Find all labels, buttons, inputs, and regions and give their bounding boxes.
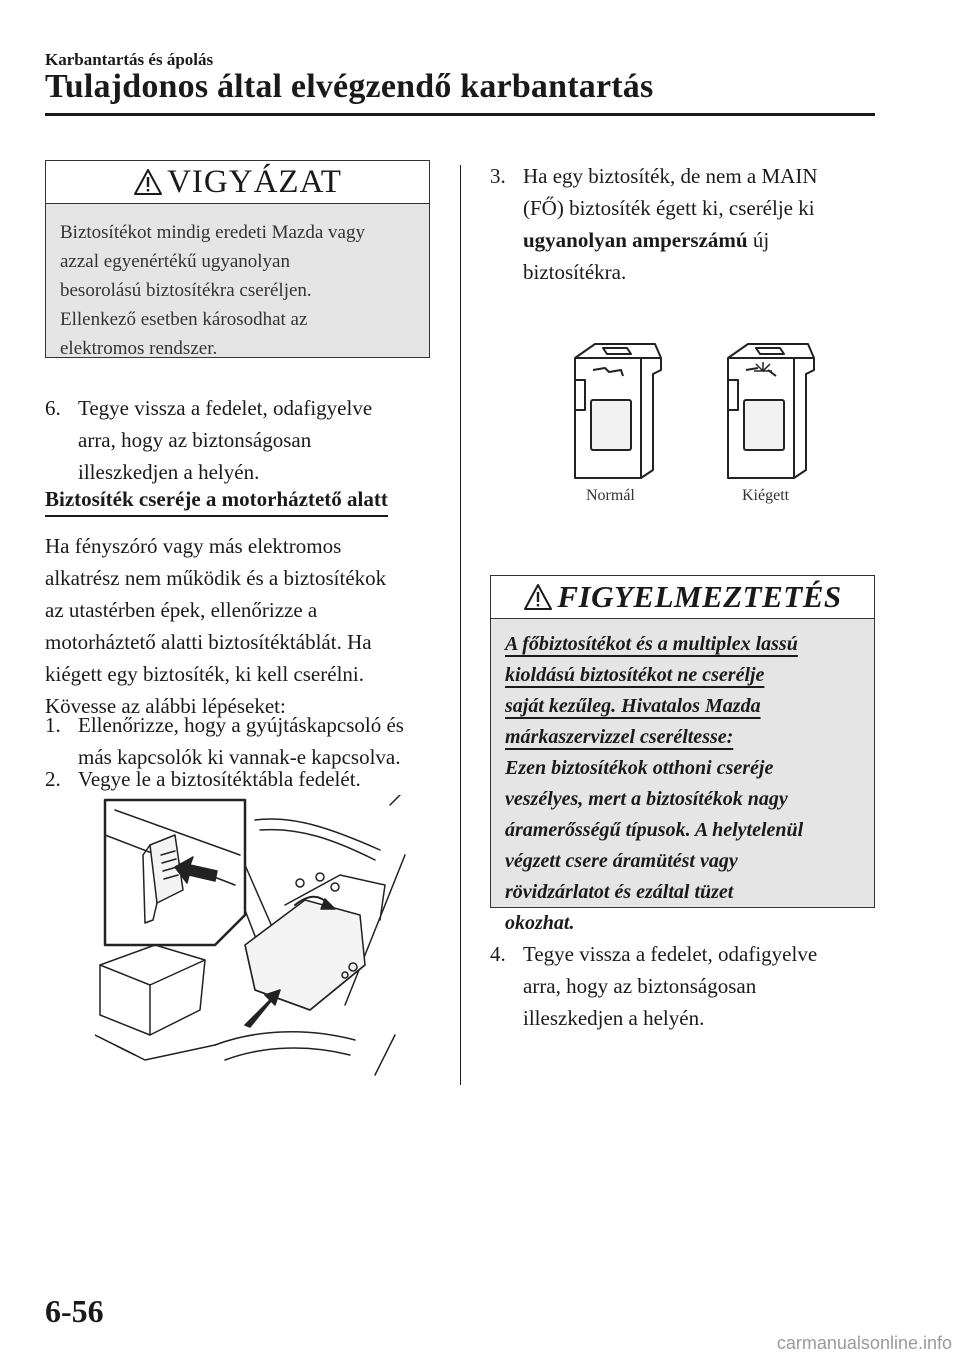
caution-line: Ellenkező esetben károsodhat az (60, 309, 308, 330)
intro-paragraph (45, 530, 445, 722)
warning-line-underlined: saját kezűleg. Hivatalos Mazda (505, 695, 761, 717)
step-text (78, 392, 435, 488)
warning-line: okozhat. (505, 912, 575, 934)
step-line: arra, hogy az biztonságosan (78, 428, 312, 452)
column-divider (460, 165, 461, 1085)
step-number: 3. (490, 164, 506, 188)
warning-line-underlined: kioldású biztosítékot ne cserélje (505, 664, 765, 686)
paragraph-line: Ha fényszóró vagy más elektromos (45, 534, 342, 558)
step-line: (FŐ) biztosíték égett ki, cserélje ki (523, 196, 815, 220)
warning-line: rövidzárlatot és ezáltal tüzet (505, 881, 734, 903)
caution-text (46, 204, 429, 363)
warning-line-underlined: A főbiztosítékot és a multiplex lassú (505, 633, 798, 655)
paragraph-line: az utastérben épek, ellenőrizze a (45, 598, 318, 622)
step-text (78, 763, 455, 795)
warning-triangle-icon (133, 167, 163, 197)
step-line (523, 224, 875, 256)
step-line: biztosítékra. (523, 260, 627, 284)
step-line: más kapcsolók ki vannak-e kapcsolva. (78, 745, 401, 769)
step-line: Ha egy biztosíték, de nem a MAIN (523, 164, 818, 188)
step-line: illeszkedjen a helyén. (523, 1006, 705, 1030)
fuse-label-normal: Normál (586, 487, 635, 504)
paragraph-line: motorháztető alatti biztosítéktáblát. Ha (45, 630, 372, 654)
step-number: 6. (45, 396, 61, 420)
engine-bay-fuse-box-illustration (95, 795, 425, 1085)
caution-line: azzal egyenértékű ugyanolyan (60, 251, 290, 272)
caution-title: VIGYÁZAT (167, 163, 342, 200)
step-4 (490, 938, 875, 1034)
step-line: illeszkedjen a helyén. (78, 460, 260, 484)
caution-box (45, 160, 430, 358)
fuse-label-blown: Kiégett (742, 487, 790, 504)
step-number: 4. (490, 942, 506, 966)
warning-box (490, 575, 875, 934)
step-line: Tegye vissza a fedelet, odafigyelve (78, 396, 373, 420)
warning-title: FIGYELMEZTETÉS (557, 579, 842, 614)
watermark: carmanualsonline.info (776, 1333, 952, 1353)
caution-line: Biztosítékot mindig eredeti Mazda vagy (60, 222, 365, 243)
step-number: 1. (45, 713, 61, 737)
caution-header (46, 161, 429, 204)
fuse-normal-icon (565, 340, 665, 480)
step-line: arra, hogy az biztonságosan (523, 974, 757, 998)
warning-line: végzett csere áramütést vagy (505, 850, 738, 872)
step-line: Ellenőrizze, hogy a gyújtáskapcsoló és (78, 713, 404, 737)
caution-line: besorolású biztosítékra cseréljen. (60, 280, 312, 301)
step-6 (45, 392, 435, 488)
warning-line: áramerősségű típusok. A helytelenül (505, 819, 804, 841)
warning-line-underlined: márkaszervizzel cseréltesse: (505, 726, 734, 748)
step-3 (490, 160, 875, 288)
step-number: 2. (45, 767, 61, 791)
page-number: 6-56 (45, 1293, 104, 1329)
warning-text (491, 619, 874, 939)
page-title: Tulajdonos által elvégzendő karbantartás (45, 68, 654, 105)
step-line-rest: új (747, 228, 770, 252)
warning-triangle-icon (523, 582, 553, 612)
fuse-blown-icon (718, 340, 818, 480)
step-line: Tegye vissza a fedelet, odafigyelve (523, 942, 818, 966)
header-rule (45, 113, 875, 116)
step-text (523, 160, 875, 288)
warning-header (491, 576, 874, 619)
step-line: Vegye le a biztosítéktábla fedelét. (78, 767, 361, 791)
subheading: Biztosíték cseréje a motorháztető alatt (45, 487, 388, 517)
paragraph-line: kiégett egy biztosíték, ki kell cserélni. (45, 662, 364, 686)
step-text (523, 938, 875, 1034)
warning-line: veszélyes, mert a biztosítékok nagy (505, 788, 788, 810)
step-2 (45, 763, 455, 795)
step-emphasis: ugyanolyan amperszámú (523, 228, 748, 252)
paragraph-line: alkatrész nem működik és a biztosítékok (45, 566, 387, 590)
paragraph-line: Kövesse az alábbi lépéseket: (45, 694, 286, 718)
warning-line: Ezen biztosítékok otthoni cseréje (505, 757, 774, 779)
section-label: Karbantartás és ápolás (45, 50, 214, 69)
caution-line: elektromos rendszer. (60, 338, 218, 359)
